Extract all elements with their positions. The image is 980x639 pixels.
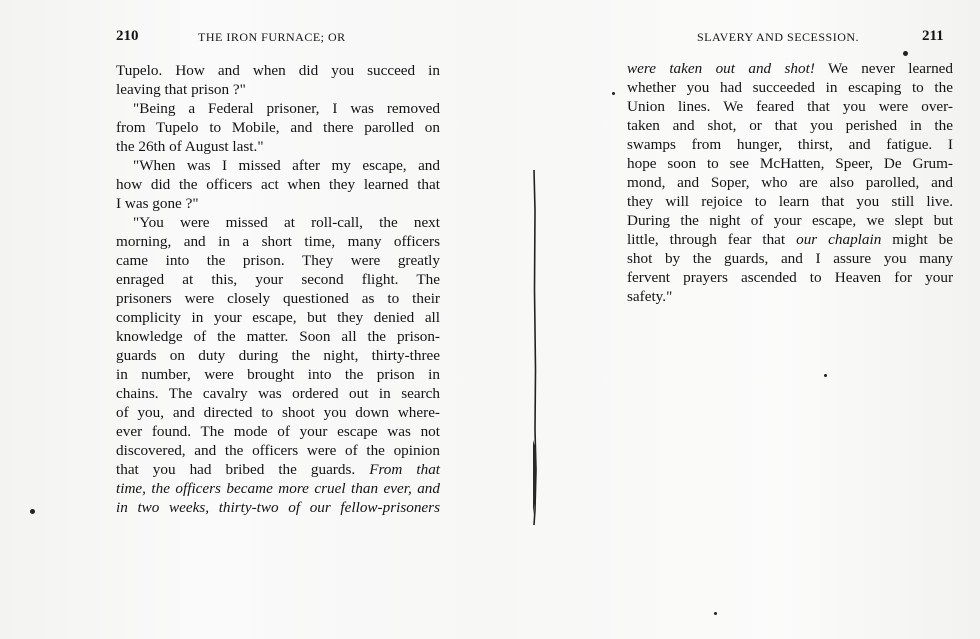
text-line	[116, 194, 440, 213]
text-line	[627, 249, 953, 268]
print-speck	[824, 374, 827, 377]
text-segment: in number, were brought into the prison in	[116, 366, 440, 383]
text-segment: "You were missed at roll-call, the next	[133, 214, 440, 231]
text-line	[116, 80, 440, 99]
text-line	[116, 61, 440, 80]
text-segment: We never learned	[814, 60, 953, 77]
text-segment: taken and shot, or that you perished in the	[627, 117, 953, 134]
left-running-head: THE IRON FURNACE; OR	[198, 30, 346, 44]
print-speck	[714, 612, 717, 615]
italic-text: our chaplain	[796, 231, 882, 248]
text-line	[116, 251, 440, 270]
text-segment: fervent prayers ascended to Heaven for your	[627, 269, 953, 286]
text-line	[116, 479, 440, 498]
text-segment: I was gone ?"	[116, 195, 199, 212]
text-segment: ever found. The mode of your escape was not	[116, 423, 440, 440]
text-segment: shot by the guards, and I assure you many	[627, 250, 953, 267]
text-line	[116, 460, 440, 479]
text-line	[116, 498, 440, 517]
text-segment: safety."	[627, 288, 673, 305]
text-line	[116, 403, 440, 422]
text-line	[116, 308, 440, 327]
right-page-number: 211	[922, 28, 944, 44]
text-segment: whether you had succeeded in escaping to the	[627, 79, 953, 96]
text-segment: Union lines. We feared that you were over-	[627, 98, 953, 115]
text-segment: the 26th of August last."	[116, 138, 264, 155]
text-line	[116, 156, 440, 175]
left-page-body	[116, 61, 440, 517]
italic-text: in two weeks, thirty-two of our fellow-prisoners	[116, 499, 440, 516]
italic-text: time, the officers became more cruel than ever, and	[116, 480, 440, 497]
text-segment: hope soon to see McHatten, Speer, De Grum-	[627, 155, 953, 172]
text-segment: might be	[881, 231, 954, 248]
text-line	[627, 135, 953, 154]
text-line	[627, 268, 953, 287]
text-line	[116, 346, 440, 365]
text-line	[116, 422, 440, 441]
text-line	[116, 118, 440, 137]
text-segment: complicity in your escape, but they denied all	[116, 309, 440, 326]
text-line	[116, 213, 440, 232]
text-line	[116, 175, 440, 194]
text-segment: of you, and directed to shoot you down where-	[116, 404, 440, 421]
italic-text: From that	[369, 461, 441, 478]
text-segment: prisoners were closely questioned as to their	[116, 290, 440, 307]
text-line	[627, 192, 953, 211]
binding-shadow-mark	[528, 170, 540, 550]
right-page	[540, 0, 980, 639]
text-line	[116, 232, 440, 251]
text-segment: leaving that prison ?"	[116, 81, 246, 98]
text-line	[116, 441, 440, 460]
text-segment: Tupelo. How and when did you succeed in	[116, 62, 440, 79]
italic-text: were taken out and shot!	[627, 60, 815, 77]
text-segment: that you had bribed the guards.	[116, 461, 370, 478]
text-line	[116, 137, 440, 156]
text-line	[627, 97, 953, 116]
text-segment: knowledge of the matter. Soon all the prison-	[116, 328, 440, 345]
text-line	[627, 59, 953, 78]
text-segment: little, through fear that	[627, 231, 797, 248]
text-line	[627, 211, 953, 230]
text-line	[627, 287, 953, 306]
text-line	[116, 365, 440, 384]
print-speck	[612, 92, 615, 95]
text-segment: chains. The cavalry was ordered out in search	[116, 385, 440, 402]
text-segment: guards on duty during the night, thirty-three	[116, 347, 440, 364]
text-segment: they will rejoice to learn that you still live.	[627, 193, 953, 210]
print-speck	[903, 51, 908, 56]
text-segment: enraged at this, your second flight. The	[116, 271, 440, 288]
text-segment: mond, and Soper, who are also parolled, and	[627, 174, 953, 191]
right-running-head: SLAVERY AND SECESSION.	[697, 30, 860, 44]
text-line	[116, 289, 440, 308]
binding-gutter	[528, 170, 540, 530]
left-page-number: 210	[116, 28, 139, 44]
text-segment: During the night of your escape, we slept but	[627, 212, 953, 229]
text-line	[627, 173, 953, 192]
text-line	[627, 78, 953, 97]
text-line	[116, 99, 440, 118]
text-line	[627, 230, 953, 249]
text-segment: "When was I missed after my escape, and	[133, 157, 440, 174]
text-line	[116, 384, 440, 403]
text-segment: morning, and in a short time, many officers	[116, 233, 440, 250]
text-line	[116, 270, 440, 289]
text-segment: how did the officers act when they learned that	[116, 176, 440, 193]
text-segment: discovered, and the officers were of the opinion	[116, 442, 440, 459]
text-segment: "Being a Federal prisoner, I was removed	[133, 100, 440, 117]
text-segment: from Tupelo to Mobile, and there parolled on	[116, 119, 440, 136]
text-line	[627, 116, 953, 135]
text-line	[116, 327, 440, 346]
text-segment: came into the prison. They were greatly	[116, 252, 440, 269]
right-page-body	[627, 59, 953, 306]
print-speck	[30, 509, 35, 514]
text-line	[627, 154, 953, 173]
text-segment: swamps from hunger, thirst, and fatigue. I	[627, 136, 953, 153]
